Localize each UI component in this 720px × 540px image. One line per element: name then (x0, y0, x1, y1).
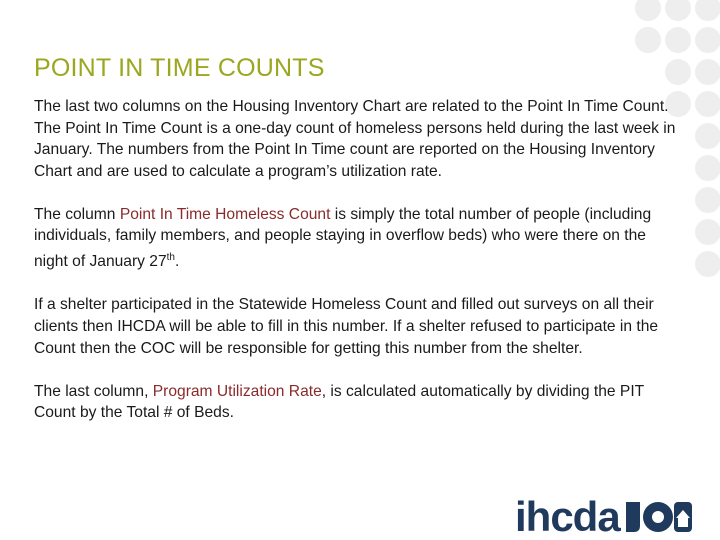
slide-body (34, 96, 684, 445)
para4-suffix: , is calculated automatically by dividing the PIT Count by the Total # of Beds. (34, 382, 644, 422)
term-pit-homeless-count: Point In Time Homeless Count (119, 205, 331, 223)
para4-prefix: The last column, (34, 382, 153, 400)
para2-middle: is simply the total number of people (including individuals, family members, and people staying in overflow beds) who were there on the night of January 27 (34, 205, 652, 271)
logo-wordmark: ihcda (515, 493, 620, 540)
ihcda-logo (515, 494, 694, 540)
slide-title: POINT IN TIME COUNTS (34, 54, 325, 82)
term-program-utilization-rate: Program Utilization Rate (152, 382, 322, 400)
paragraph-utilization-rate (34, 381, 684, 424)
paragraph-intro: The last two columns on the Housing Inventory Chart are related to the Point In Time Count. The Point In Time Count is a one-day count of homeless persons held during the last week in January. The numbers from the Point In Time count are reported on the Housing Inventory Chart and are used to calculate a program’s utilization rate. (34, 98, 676, 180)
ordinal-superscript: th (166, 252, 175, 264)
paragraph-pit-homeless-count (34, 204, 684, 273)
para2-prefix: The column (34, 205, 120, 223)
para2-suffix: . (174, 253, 180, 271)
paragraph-shelter-participation: If a shelter participated in the Statewide Homeless Count and filled out surveys on all their clients then IHCDA will be able to fill in this number. If a shelter refused to participate in the Count then the COC will be responsible for getting this number from the shelter. (34, 296, 659, 357)
logo-emblem (624, 500, 694, 534)
logo-shapes-icon (624, 500, 694, 534)
